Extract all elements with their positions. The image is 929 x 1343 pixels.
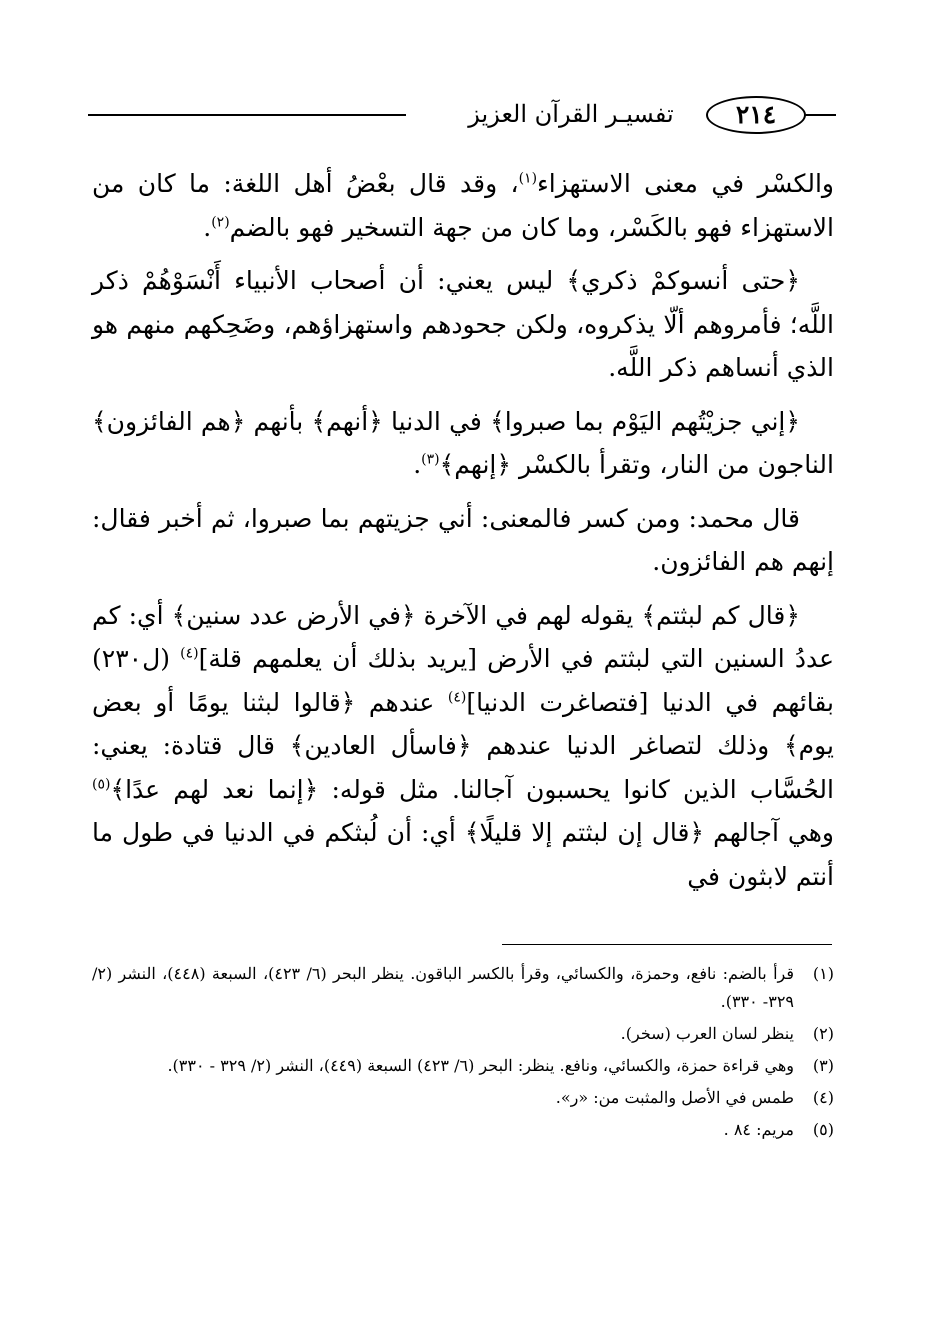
text-run: . (203, 212, 212, 242)
footnote (92, 960, 834, 1016)
footnote (92, 1052, 834, 1080)
text-run: وهي آجالهم ﴿قال إن لبثتم إلا قليلًا﴾ أي: أن لُبثكم في الدنيا في طول ما أنتم لابثون في (92, 818, 834, 891)
footnotes (92, 960, 834, 1148)
footnote-reference: (٤) (180, 645, 199, 662)
paragraph (92, 162, 834, 249)
text-run: . (413, 450, 422, 479)
footnote (92, 1116, 834, 1144)
text-run: عندهم ﴿قالوا لبثنا يومًا أو بعض يوم﴾ وذلك لتصاغر الدنيا عندهم ﴿فاسأل العادين﴾ قال قتادة: يعني: الحُسَّاب الذين كانوا يحسبون آجالنا. مثل قوله: ﴿إنما نعد لهم عدًا﴾ (92, 687, 834, 804)
footnote-separator (502, 944, 832, 945)
footnote-text: مريم: ٨٤ . (723, 1120, 794, 1139)
footnote (92, 1020, 834, 1048)
footnote-number: (٣) (812, 1056, 834, 1075)
footnote-number: (٥) (812, 1120, 834, 1139)
footnote-reference: (١) (518, 170, 538, 187)
text-run: قال محمد: ومن كسر فالمعنى: أني جزيتهم بما صبروا، ثم أخبر فقال: إنهم هم الفائزون. (92, 503, 834, 576)
paragraph (92, 594, 834, 899)
footnote-number: (٢) (812, 1024, 834, 1043)
footnote (92, 1084, 834, 1112)
text-run: ﴿قال كم لبثتم﴾ يقوله لهم في الآخرة ﴿في الأرض عدد سنين﴾ أي: كم عددُ السنين التي لبثتم في الأرض [يريد بذلك أن يعلمهم قلة] (92, 600, 834, 673)
footnote-text: وهي قراءة حمزة، والكسائي، ونافع. ينظر: البحر (٦/ ٤٢٣) السبعة (٤٤٩)، النشر (٢/ ٣٢٩ - ٣٣٠). (167, 1056, 794, 1075)
footnote-reference: (٣) (421, 451, 440, 468)
footnote-number: (٤) (812, 1088, 834, 1107)
text-run: (ل٢٣٠) بقائهم في الدنيا [فتصاغرت الدنيا] (92, 644, 834, 717)
footnote-reference: (٤) (447, 689, 467, 706)
text-run: والكسْر في معنى الاستهزاء (537, 169, 834, 198)
paragraph (92, 497, 834, 584)
text-run: ﴿حتى أنسوكمْ ذكري﴾ ليس يعني: أن أصحاب الأنبياء أَنْسَوْهُمْ ذكر اللَّه؛ فأمروهم ألّا يذكروه، ولكن جحودهم واستهزاؤهم، وضَحِكهم منهم هو الذي أنساهم ذكر اللَّه. (92, 266, 834, 382)
footnote-number: (١) (812, 964, 834, 983)
footnote-reference: (٢) (211, 214, 230, 231)
running-head (88, 94, 836, 138)
paragraph (92, 400, 834, 487)
text-run: ﴿إني جزيْتُهم اليَوْم بما صبروا﴾ في الدنيا ﴿أنهم﴾ بأنهم ﴿هم الفائزون﴾ الناجون من النار، وتقرأ بالكسْر ﴿إنهم﴾ (92, 406, 834, 479)
footnote-text: طمس في الأصل والمثبت من: «ر». (555, 1088, 794, 1107)
main-text (92, 162, 834, 908)
page-number: ٢١٤ (706, 96, 806, 134)
paragraph (92, 259, 834, 390)
text-run: ، وقد قال بعْضُ أهل اللغة: ما كان من الاستهزاء فهو بالكَسْر، وما كان من جهة التسخير فهو بالضم (92, 169, 834, 242)
footnote-text: قرأ بالضم: نافع، وحمزة، والكسائي، وقرأ بالكسر الباقون. ينظر البحر (٦/ ٤٢٣)، السبعة (٤٤٨)، النشر (٢/ ٣٢٩- ٣٣٠). (92, 964, 794, 1011)
footnote-reference: (٥) (92, 776, 111, 793)
header-rule (88, 114, 406, 116)
header-rule (802, 114, 836, 116)
footnote-text: ينظر لسان العرب (سخر). (620, 1024, 794, 1043)
book-title: تفسيـر القرآن العزيز (468, 100, 674, 128)
